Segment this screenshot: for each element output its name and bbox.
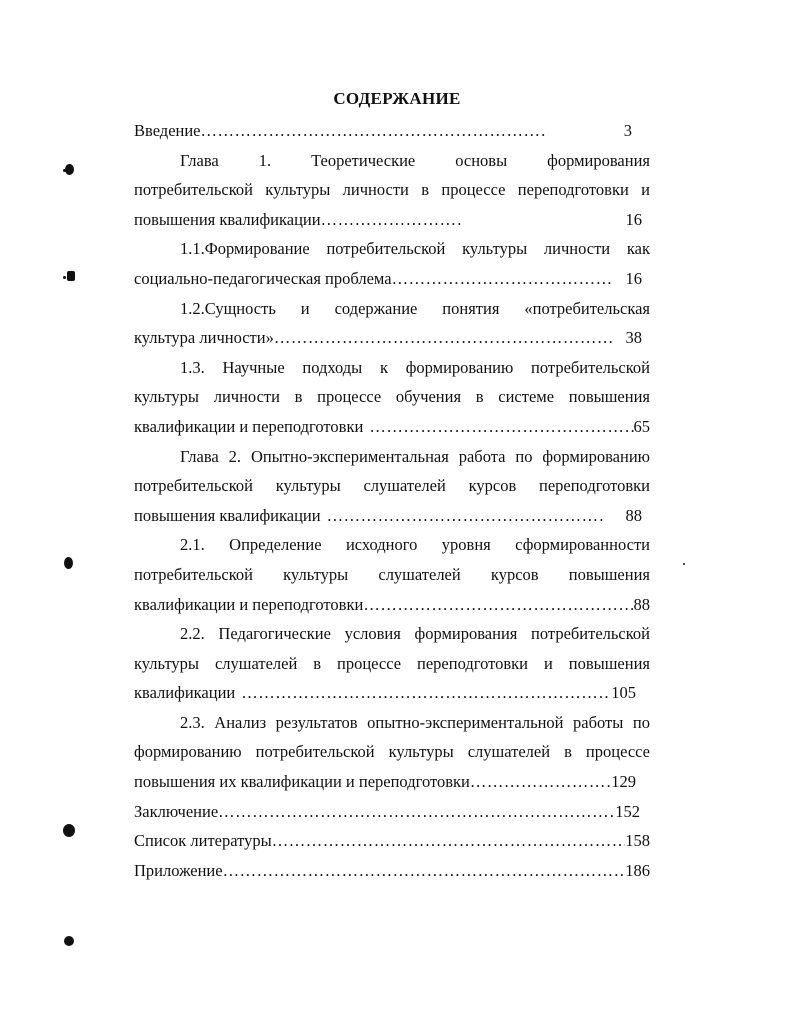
toc-entry-conclusion[interactable] xyxy=(134,797,650,827)
toc-page-number: 88 xyxy=(633,594,650,614)
scan-speck xyxy=(63,169,66,172)
dot-leader xyxy=(218,797,615,827)
toc-entry-label: 2.1. Определение исходного уровня сформированности xyxy=(180,535,650,555)
dot-leader xyxy=(392,264,614,294)
toc-entry-section-1-1[interactable] xyxy=(134,234,650,293)
dot-leader xyxy=(241,678,611,708)
toc-entry-label: потребительской культуры слушателей курсов переподготовки xyxy=(134,476,650,496)
toc-page-number: 88 xyxy=(625,505,642,525)
toc-entry-label: 2.3. Анализ результатов опытно-экспериментальной работы по xyxy=(180,712,650,732)
toc-entry-label: повышения квалификации xyxy=(134,505,321,525)
toc-page-number: 65 xyxy=(633,416,650,436)
toc-entry-label: квалификации xyxy=(134,683,236,703)
toc-entry-label: Список литературы xyxy=(134,831,272,851)
toc-entry-label: культуры слушателей в процессе переподготовки и повышения xyxy=(134,653,650,673)
toc-page-number: 129 xyxy=(611,772,636,792)
dot-leader xyxy=(321,205,461,235)
toc-entry-section-2-1[interactable] xyxy=(134,530,650,619)
toc-entry-section-2-3[interactable] xyxy=(134,708,650,797)
toc-entry-label: формированию потребительской культуры слушателей в процессе xyxy=(134,742,650,762)
toc-page-number: 16 xyxy=(625,268,642,288)
dot-leader xyxy=(363,590,633,620)
toc-entry-label: культуры личности в процессе обучения в системе повышения xyxy=(134,387,650,407)
toc-page-number: 16 xyxy=(625,209,642,229)
toc-entry-section-2-2[interactable] xyxy=(134,619,650,708)
toc-entry-label: повышения квалификации xyxy=(134,209,321,229)
toc-page-number: 186 xyxy=(625,860,650,880)
toc-entry-appendix[interactable] xyxy=(134,856,650,886)
scan-speck xyxy=(65,164,74,175)
toc-entry-chapter-2[interactable] xyxy=(134,442,650,531)
toc-entry-label: квалификации и переподготовки xyxy=(134,416,364,436)
toc-entry-bibliography[interactable] xyxy=(134,826,650,856)
toc-entry-label: социально-педагогическая проблема xyxy=(134,268,392,288)
scan-speck xyxy=(64,936,74,946)
toc-entry-label: Глава 2. Опытно-экспериментальная работа по формированию xyxy=(180,446,650,466)
scan-speck xyxy=(67,271,75,281)
toc-entry-label: Введение xyxy=(134,121,201,140)
toc-entry-label: повышения их квалификации и переподготовки xyxy=(134,772,470,792)
dot-leader xyxy=(272,826,626,856)
scan-speck xyxy=(63,824,75,837)
page-title: СОДЕРЖАНИЕ xyxy=(333,89,461,108)
scan-speck xyxy=(64,557,73,569)
toc-entry-label: культура личности» xyxy=(134,328,274,348)
toc-entry-label: квалификации и переподготовки xyxy=(134,594,364,614)
toc-page-number: 105 xyxy=(611,683,636,703)
toc-entry-introduction[interactable] xyxy=(134,116,650,146)
dot-leader xyxy=(223,856,626,886)
toc-entry-section-1-3[interactable] xyxy=(134,353,650,442)
toc-entry-label: потребительской культуры личности в процессе переподготовки и xyxy=(134,180,650,200)
toc-entry-label: Заключение xyxy=(134,801,219,821)
toc-entry-label: 1.2.Сущность и содержание понятия «потребительская xyxy=(180,298,650,318)
dot-leader xyxy=(274,323,614,353)
toc-page-number: 158 xyxy=(625,831,650,851)
toc-entry-section-1-2[interactable] xyxy=(134,294,650,353)
scan-speck xyxy=(683,563,685,565)
toc-entry-label: Приложение xyxy=(134,860,223,880)
toc-page-number: 3 xyxy=(623,121,632,140)
toc-entry-label: 1.3. Научные подходы к формированию потребительской xyxy=(180,357,650,377)
scan-speck xyxy=(63,276,66,279)
toc-entry-label: 1.1.Формирование потребительской культуры личности как xyxy=(180,239,650,259)
toc-entry-label: 2.2. Педагогические условия формирования потребительской xyxy=(180,624,650,644)
toc-page-number: 38 xyxy=(625,328,642,348)
toc-entry-label: потребительской культуры слушателей курсов повышения xyxy=(134,564,650,584)
dot-leader xyxy=(327,501,604,531)
toc-entry-chapter-1[interactable] xyxy=(134,146,650,235)
dot-leader xyxy=(470,767,611,797)
toc-page-number: 152 xyxy=(615,801,640,821)
toc-entry-label: Глава 1. Теоретические основы формирования xyxy=(180,150,650,170)
table-of-contents xyxy=(134,116,650,885)
dot-leader xyxy=(369,412,633,442)
dot-leader xyxy=(201,116,546,146)
